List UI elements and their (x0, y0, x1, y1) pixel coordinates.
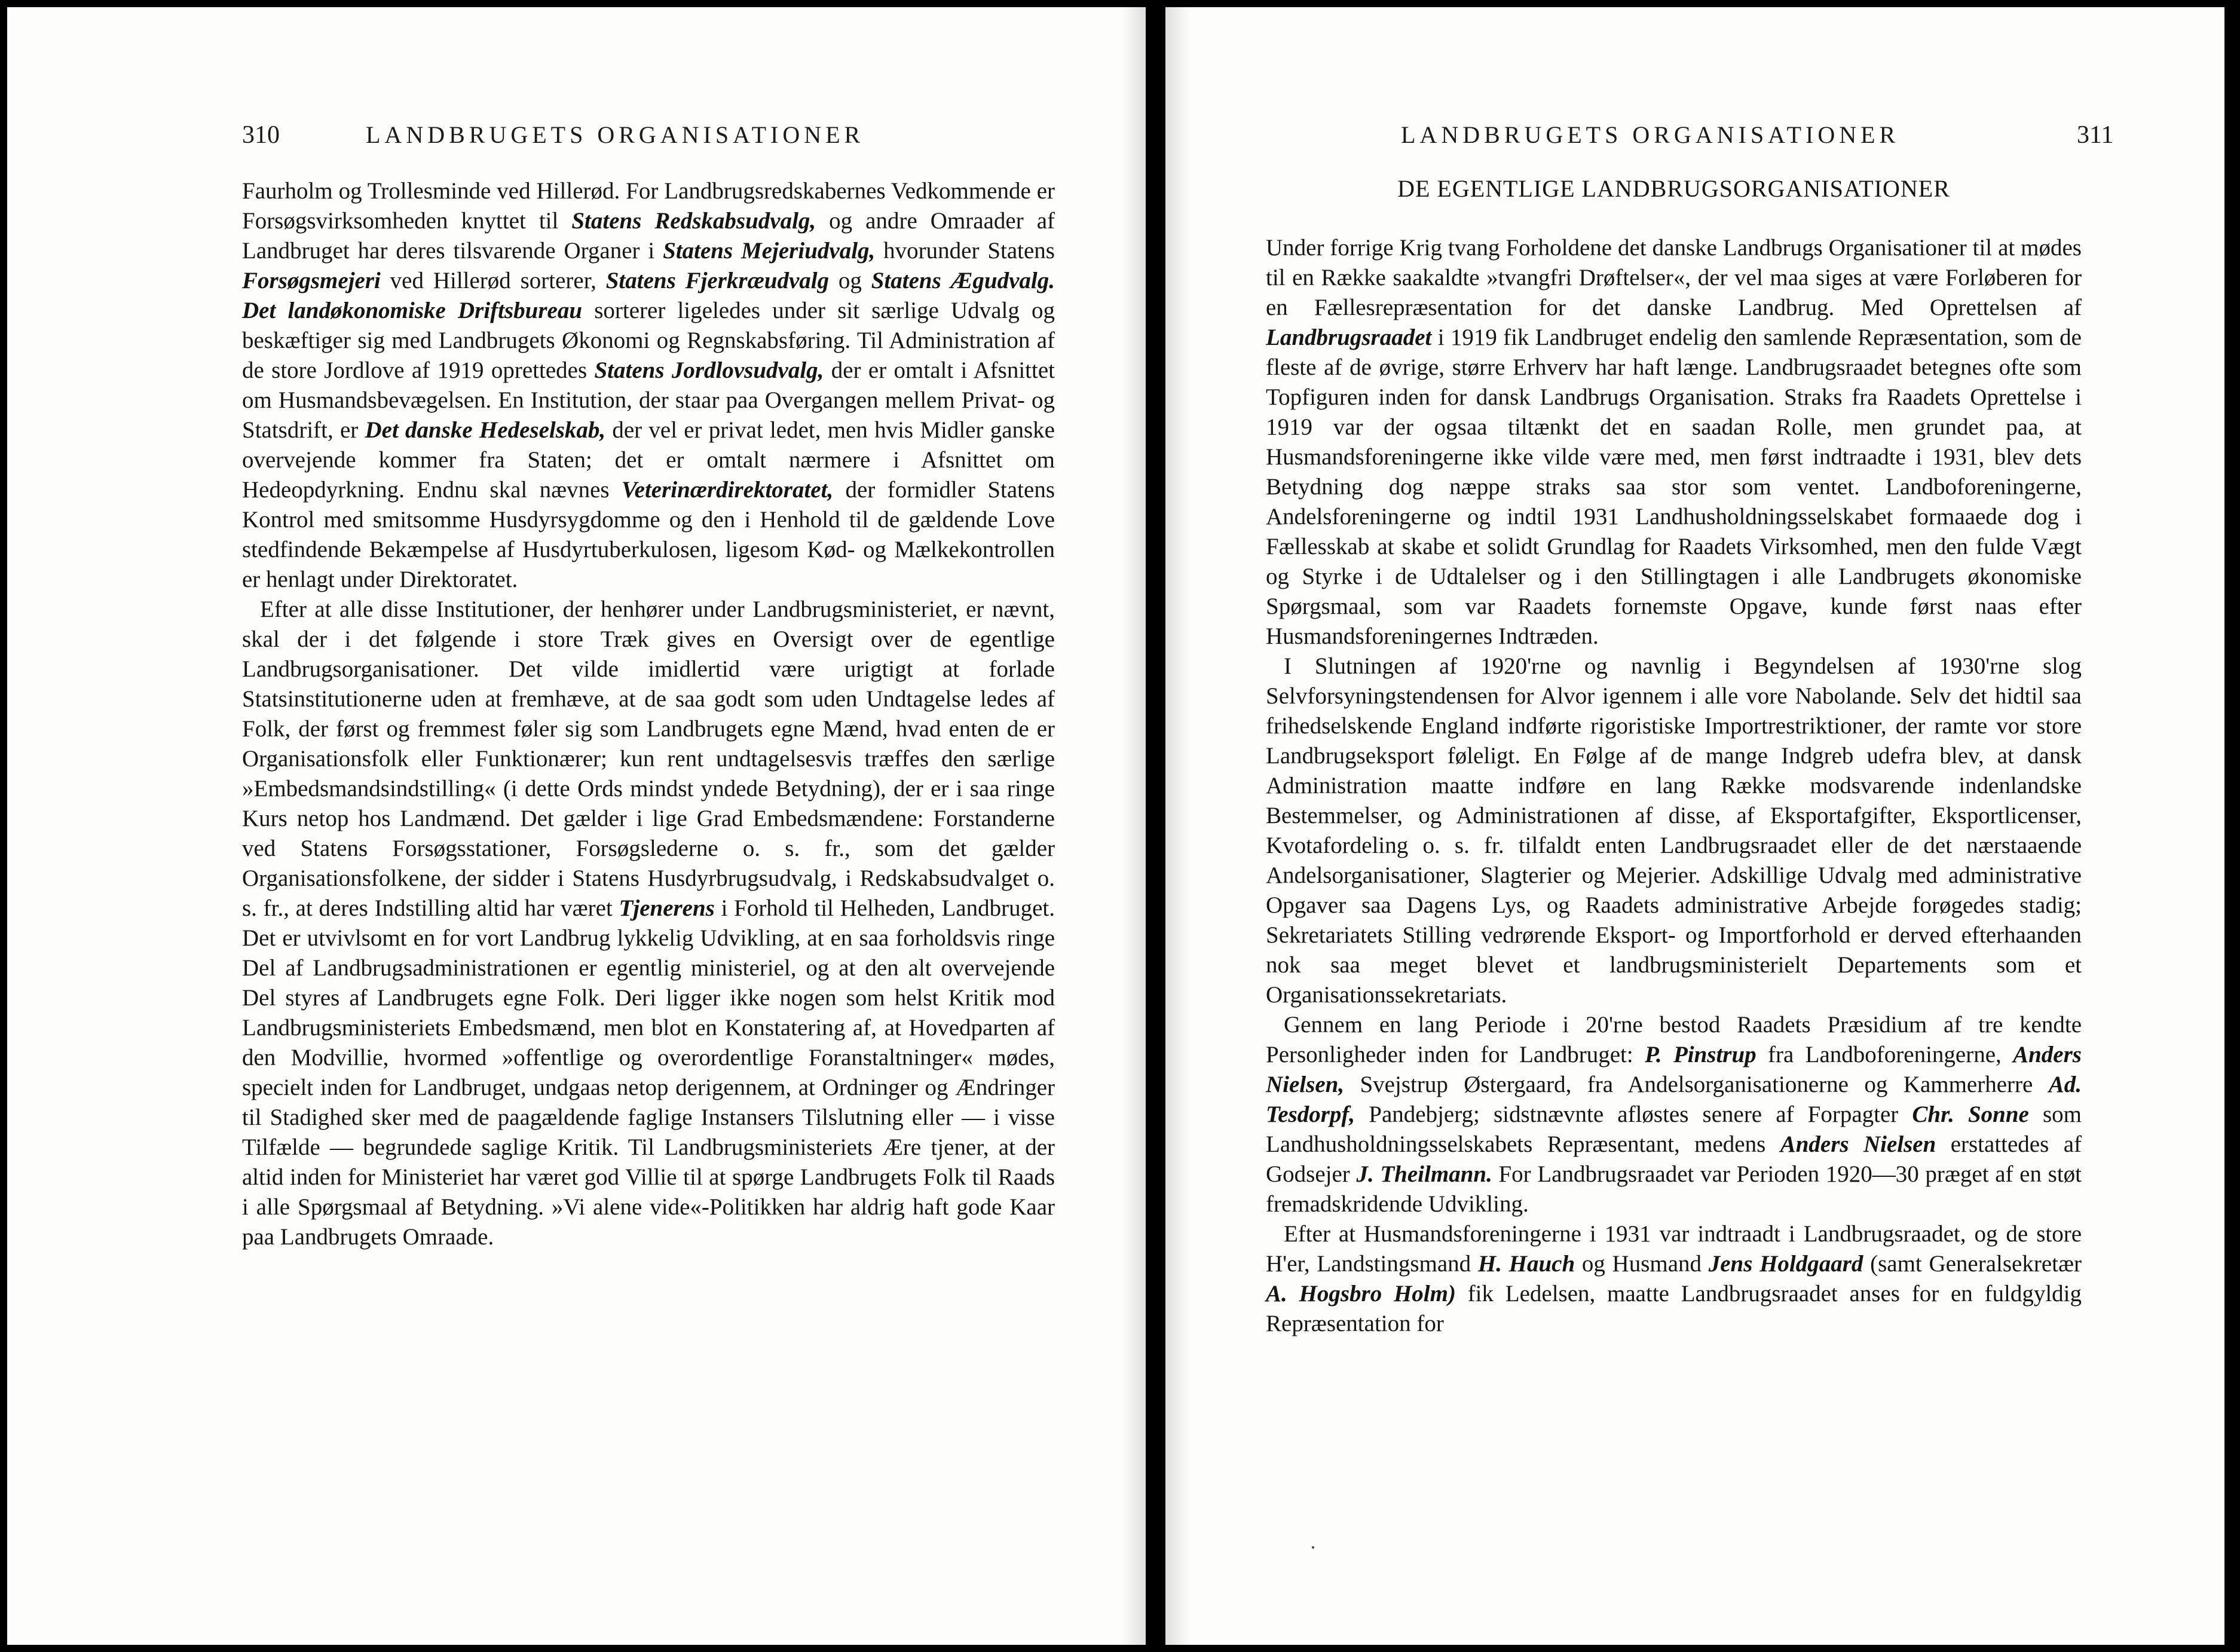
emphasis-text: J. Theilmann. (1356, 1161, 1492, 1187)
emphasis-text: Det danske Hedeselskab, (365, 417, 606, 443)
emphasis-text: H. Hauch (1477, 1251, 1575, 1277)
emphasis-text: A. Hogsbro Holm) (1266, 1281, 1456, 1307)
running-head: LANDBRUGETS ORGANISATIONER (1401, 121, 1900, 148)
section-heading: DE EGENTLIGE LANDBRUGSORGANISATIONER (1397, 175, 1950, 202)
emphasis-text: Statens Redskabsudvalg, (571, 208, 816, 234)
emphasis-text: Landbrugsraadet (1266, 325, 1432, 350)
emphasis-text: Jens Holdgaard (1708, 1251, 1863, 1277)
paragraph: Efter at Husmandsforeningerne i 1931 var indtraadt i Landbrugsraadet, og de store H'er, Landstingsmand H. Hauch og Husmand Jens Holdgaard (samt Generalsekretær A. Hogsbro Holm) fik Ledelsen, maatte Landbrugsraadet anses for en fuldgyldig Repræsentation for (1266, 1221, 2082, 1336)
emphasis-text: Statens Ægudvalg. (871, 268, 1055, 293)
paragraph: Faurholm og Trollesminde ved Hillerød. For Landbrugsredskabernes Vedkommende er Forsøgsvirksomheden knyttet til Statens Redskabsudvalg, og andre Omraader af Landbruget har deres tilsvarende Organer i Statens Mejeriudvalg, hvorunder Statens Forsøgsmejeri ved Hillerød sorterer, Statens Fjerkræudvalg og Statens Ægudvalg. Det landøkonomiske Driftsbureau sorterer ligeledes under sit særlige Udvalg og beskæftiger sig med Landbrugets Økonomi og Regnskabsføring. Til Administration af de store Jordlove af 1919 oprettedes Statens Jordlovsudvalg, der er omtalt i Afsnittet om Husmandsbevægelsen. En Institution, der staar paa Overgangen mellem Privat- og Statsdrift, er Det danske Hedeselskab, der vel er privat ledet, men hvis Midler ganske overvejende kommer fra Staten; det er omtalt nærmere i Afsnittet om Hedeopdyrkning. Endnu skal nævnes Veterinærdirektoratet, der formidler Statens Kontrol med smitsomme Husdyrsygdomme og den i Henhold til de gældende Love stedfindende Bekæmpelse af Husdyrtuberkulosen, ligesom Kød- og Mælkekontrollen er henlagt under Direktoratet. (242, 178, 1055, 592)
emphasis-text: Veterinærdirektoratet, (621, 477, 834, 503)
emphasis-text: Anders Nielsen (1780, 1131, 1936, 1157)
emphasis-text: Anders Nielsen, (1266, 1042, 2082, 1097)
emphasis-text: Statens Jordlovsudvalg, (594, 357, 824, 383)
print-speck (1312, 1546, 1314, 1549)
gutter-shadow (1165, 7, 1189, 1645)
emphasis-text: P. Pinstrup (1645, 1042, 1756, 1067)
paragraph: Efter at alle disse Institutioner, der henhører under Landbrugsministeriet, er nævnt, skal der i det følgende i store Træk gives en Oversigt over de egentlige Landbrugsorganisationer. Det vilde imidlertid være urigtigt at forlade Statsinstitutionerne uden at fremhæve, at de saa godt som uden Undtagelse ledes af Folk, der først og fremmest føler sig som Landbrugets egne Mænd, hvad enten de er Organisationsfolk eller Funktionærer; kun rent undtagelsesvis træffes den særlige »Embedsmandsindstilling« (i dette Ords mindst yndede Betydning), der er i saa ringe Kurs netop hos Landmænd. Det gælder i lige Grad Embedsmændene: Forstanderne ved Statens Forsøgsstationer, Forsøgslederne o. s. fr., som det gælder Organisationsfolkene, der sidder i Statens Husdyrbrugsudvalg, i Redskabsudvalget o. s. fr., at deres Indstilling altid har været Tjenerens i Forhold til Helheden, Landbruget. Det er utvivlsomt en for vort Landbrug lykkelig Udvikling, at en saa forholdsvis ringe Del af Landbrugsadministrationen er egentlig ministeriel, og at den alt overvejende Del styres af Landbrugets egne Folk. Deri ligger ikke nogen som helst Kritik mod Landbrugsministeriets Embedsmænd, men blot en Konstatering af, at Hovedparten af den Modvillie, hvormed »offentlige og overordentlige Foranstaltninger« mødes, specielt inden for Landbruget, undgaas netop derigennem, at Ordninger og Ændringer til Stadighed sker med de paagældende faglige Instansers Tilslutning eller — i visse Tilfælde — begrundede saglige Kritik. Til Landbrugsministeriets Ære tjener, at der altid inden for Ministeriet har været god Villie til at spørge Landbrugets Folk til Raads i alle Spørgsmaal af Betydning. »Vi alene vide«-Politikken har aldrig haft gode Kaar paa Landbrugets Omraade. (242, 596, 1055, 1250)
right-page (1165, 7, 2224, 1645)
emphasis-text: Det landøkonomiske Driftsbureau (242, 298, 583, 323)
body-text (1266, 233, 2082, 1339)
paragraph: Gennem en lang Periode i 20'rne bestod Raadets Præsidium af tre kendte Personligheder inden for Landbruget: P. Pinstrup fra Landboforeningerne, Anders Nielsen, Svejstrup Østergaard, fra Andelsorganisationerne og Kammerherre Ad. Tesdorpf, Pandebjerg; sidstnævnte afløstes senere af Forpagter Chr. Sonne som Landhusholdningsselskabets Repræsentant, medens Anders Nielsen erstattedes af Godsejer J. Theilmann. For Landbrugsraadet var Perioden 1920—30 præget af en støt fremadskridende Udvikling. (1266, 1012, 2082, 1217)
emphasis-text: Forsøgsmejeri (242, 268, 381, 293)
gutter-shadow (1122, 7, 1146, 1645)
paragraph: I Slutningen af 1920'rne og navnlig i Begyndelsen af 1930'rne slog Selvforsyningstendensen for Alvor igennem i alle vore Nabolande. Selv det hidtil saa frihedselskende England indførte rigoristiske Importrestriktioner, der ramte vor store Landbrugseksport føleligt. En Følge af de mange Indgreb udefra blev, at dansk Administration maatte indføre en lang Række modsvarende indenlandske Bestemmelser, og Administrationen af disse, af Eksportafgifter, Eksportlicenser, Kvotafordeling o. s. fr. tilfaldt enten Landbrugsraadet eller de det nærstaaende Andelsorganisationer, Slagterier og Mejerier. Adskillige Udvalg med administrative Opgaver saa Dagens Lys, og Raadets administrative Arbejde forøgedes stadig; Sekretariatets Stilling vedrørende Eksport- og Importforhold er derved efterhaanden nok saa meget blevet et landbrugsministerielt Departements som et Organisationssekretariats. (1266, 653, 2082, 1008)
page-number: 310 (242, 121, 280, 149)
running-head: LANDBRUGETS ORGANISATIONER (366, 121, 865, 148)
emphasis-text: Statens Mejeriudvalg, (663, 238, 876, 264)
left-page (7, 7, 1146, 1645)
emphasis-text: Tjenerens (619, 895, 715, 921)
emphasis-text: Chr. Sonne (1912, 1102, 2029, 1127)
emphasis-text: Ad. Tesdorpf, (1266, 1072, 2082, 1127)
page-number: 311 (2077, 121, 2114, 149)
emphasis-text: Statens Fjerkræudvalg (605, 268, 830, 293)
paragraph: Under forrige Krig tvang Forholdene det danske Landbrugs Organisationer til at mødes til en Række saakaldte »tvangfri Drøftelser«, der vel maa siges at være Forløberen for en Fællesrepræsentation for det danske Landbrug. Med Oprettelsen af Landbrugsraadet i 1919 fik Landbruget endelig den samlende Repræsentation, som de fleste af de øvrige, større Erhverv har haft længe. Landbrugsraadet betegnes ofte som Topfiguren inden for dansk Landbrugs Organisation. Straks fra Raadets Oprettelse i 1919 var der ogsaa tiltænkt det en saadan Rolle, men grundet paa, at Husmandsforeningerne ikke vilde være med, men først indtraadte i 1931, blev dets Betydning dog næppe straks saa stor som ventet. Landboforeningerne, Andelsforeningerne og indtil 1931 Landhusholdningsselskabet formaaede dog i Fællesskab at skabe et solidt Grundlag for Raadets Virksomhed, men den fulde Vægt og Styrke i de Udtalelser og i den Stillingtagen i alle Landbrugets økonomiske Spørgsmaal, som var Raadets fornemste Opgave, kunde først naas efter Husmandsforeningernes Indtræden. (1266, 235, 2082, 649)
body-text (242, 176, 1055, 1252)
